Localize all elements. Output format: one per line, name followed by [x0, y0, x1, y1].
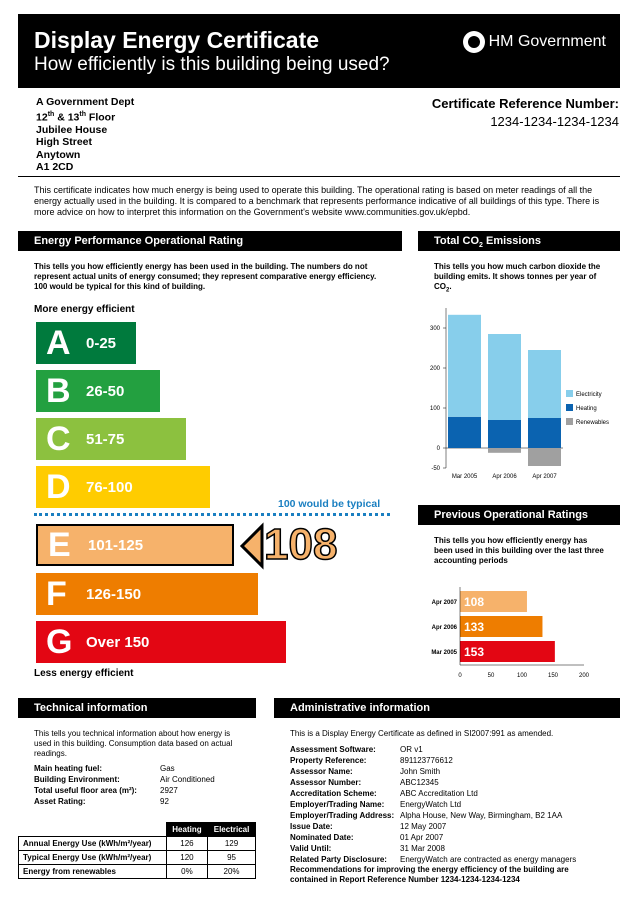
legend-swatch-renewables [566, 418, 573, 425]
band-c [36, 418, 186, 460]
admin-value: EnergyWatch are contracted as energy managers [400, 855, 577, 864]
table-cell: 120 [166, 851, 207, 865]
admin-value: John Smith [400, 767, 441, 776]
band-f [36, 573, 258, 615]
table-cell: 0% [166, 865, 207, 879]
band-letter: C [46, 419, 71, 458]
y-tick-label: Apr 2006 [431, 625, 457, 631]
admin-row [290, 832, 610, 843]
admin-key: Assessor Number: [290, 778, 362, 787]
x-tick-label: Apr 2006 [492, 474, 517, 480]
intro-text: This certificate indicates how much energy is being used to operate this building. The operational rating is based on meter readings of all the energy actually used in the building. It is compared to a benchmark that represents performance indicative of all buildings of this type. There is more advice on how to interpret this information on the Government's website www.communities.gov.uk/epbd. [34, 185, 600, 217]
band-range: 76-100 [86, 478, 133, 496]
bar-electricity [528, 350, 561, 418]
current-rating-arrow [240, 522, 350, 570]
x-tick-label: 0 [458, 673, 462, 679]
table-header: Heating [166, 823, 207, 837]
co2-chart [418, 300, 620, 485]
tech-key: Total useful floor area (m²): [34, 786, 137, 795]
tech-value: Gas [160, 764, 175, 773]
address-line: Anytown [36, 148, 81, 161]
band-letter: F [46, 574, 67, 613]
legend-renewables: Renewables [576, 420, 610, 426]
table-cell: 126 [166, 837, 207, 851]
hm-government-logo [463, 31, 606, 53]
tech-key: Building Environment: [34, 775, 120, 784]
admin-list [290, 744, 610, 865]
tech-value: 92 [160, 797, 169, 806]
previous-section-title: Previous Operational Ratings [418, 505, 620, 525]
band-range: 126-150 [86, 585, 142, 603]
table-row [19, 851, 256, 865]
less-efficient-label: Less energy efficient [34, 668, 134, 679]
admin-value: Alpha House, New Way, Birmingham, B2 1AA [400, 811, 563, 820]
y-tick-label: Apr 2007 [431, 600, 457, 606]
band-range: Over 150 [86, 633, 150, 651]
band-letter: G [46, 622, 73, 661]
typical-line [34, 513, 390, 516]
admin-section-title: Administrative information [274, 698, 620, 718]
admin-key: Accreditation Scheme: [290, 789, 377, 798]
tech-value: 2927 [160, 786, 178, 795]
legend-swatch-electricity [566, 390, 573, 397]
table-cell: Annual Energy Use (kWh/m²/year) [19, 837, 167, 851]
table-cell: 95 [208, 851, 256, 865]
admin-value: ABC12345 [400, 778, 439, 787]
admin-key: Nominated Date: [290, 833, 354, 842]
admin-value: 12 May 2007 [400, 822, 447, 831]
bar-electricity [488, 334, 521, 420]
admin-row [290, 777, 610, 788]
co2-legend [566, 390, 609, 426]
band-range: 101-125 [88, 536, 144, 554]
header-banner [18, 14, 620, 88]
band-g [36, 621, 286, 663]
y-tick-label: 100 [429, 406, 440, 412]
legend-heating: Heating [576, 406, 597, 412]
certificate-ref-label: Certificate Reference Number: [431, 96, 619, 111]
band-range: 0-25 [86, 334, 117, 352]
admin-key: Related Party Disclosure: [290, 855, 387, 864]
admin-row [290, 821, 610, 832]
band-letter: E [48, 525, 71, 564]
address-line: Jubilee House [36, 123, 108, 136]
address-line: High Street [36, 136, 93, 148]
address-line: A Government Dept [36, 96, 135, 108]
admin-key: Employer/Trading Name: [290, 800, 385, 809]
table-cell: 129 [208, 837, 256, 851]
band-letter: A [46, 323, 71, 362]
table-row [19, 865, 256, 879]
band-range: 26-50 [86, 382, 125, 400]
x-tick-label: Mar 2005 [451, 474, 478, 480]
rating-description: This tells you how efficiently energy has been used in the building. The numbers do not represent actual units of energy consumed; they represent comparative energy efficiency. 100 would be typical for this kind of building. [34, 262, 377, 291]
more-efficient-label: More energy efficient [34, 304, 135, 315]
previous-description: This tells you how efficiently energy has been used in this building over the last three accounting periods [434, 536, 604, 565]
page-title: Display Energy Certificate [34, 27, 320, 53]
y-tick-label: 300 [429, 326, 440, 332]
divider [18, 176, 620, 177]
band-e [36, 524, 234, 566]
x-tick-label: 150 [547, 673, 559, 679]
admin-row [290, 843, 610, 854]
admin-value: EnergyWatch Ltd [400, 800, 462, 809]
recommendation-note: Recommendations for improving the energy efficiency of the building are contained in Report Reference Number 1234-1234-1234-1234 [290, 865, 569, 884]
admin-key: Employer/Trading Address: [290, 811, 395, 820]
admin-row [290, 854, 610, 865]
table-header: Electrical [208, 823, 256, 837]
technical-list [34, 763, 254, 807]
bar-value-label: 153 [464, 645, 485, 659]
admin-value: 891123776612 [400, 756, 453, 765]
tech-key: Asset Rating: [34, 797, 86, 806]
admin-row [290, 755, 610, 766]
previous-ratings-chart [418, 585, 620, 685]
band-range: 51-75 [86, 430, 125, 448]
admin-value: 31 Mar 2008 [400, 844, 445, 853]
certificate-ref-value: 1234-1234-1234-1234 [490, 114, 619, 129]
admin-key: Assessor Name: [290, 767, 353, 776]
bar-value-label: 108 [464, 595, 485, 609]
co2-description: This tells you how much carbon dioxide the building emits. It shows tonnes per year of $CO_2$. [434, 262, 601, 294]
bar-renewables [488, 448, 521, 453]
energy-use-table [18, 822, 256, 879]
bar-renewables [528, 448, 561, 466]
band-letter: B [46, 371, 71, 410]
admin-row [290, 788, 610, 799]
legend-electricity: Electricity [576, 392, 602, 398]
tech-key: Main heating fuel: [34, 764, 102, 773]
technical-section-title: Technical information [18, 698, 256, 718]
admin-row [290, 810, 610, 821]
typical-label: 100 would be typical [278, 498, 381, 510]
admin-value: 01 Apr 2007 [400, 833, 444, 842]
bar-heating [488, 420, 521, 448]
bar-electricity [448, 315, 481, 417]
tech-value: Air Conditioned [160, 775, 215, 784]
bar-heating [528, 418, 561, 448]
admin-key: Valid Until: [290, 844, 332, 853]
admin-row [290, 744, 610, 755]
address-line: A1 2CD [36, 161, 74, 173]
admin-row [290, 799, 610, 810]
current-rating-value: 108 [264, 520, 338, 569]
building-address [36, 96, 134, 174]
table-header [19, 823, 167, 837]
table-cell: Typical Energy Use (kWh/m²/year) [19, 851, 167, 865]
rating-section-title: Energy Performance Operational Rating [18, 231, 402, 251]
table-row [19, 837, 256, 851]
x-tick-label: Apr 2007 [532, 474, 557, 480]
co2-section-title: Total $CO_2$ Emissions [418, 231, 620, 251]
y-tick-label: -50 [431, 466, 440, 472]
y-tick-label: 0 [436, 446, 440, 452]
crest-icon [463, 31, 485, 53]
admin-value: OR v1 [400, 745, 423, 754]
table-cell: Energy from renewables [19, 865, 167, 879]
page-subtitle: How efficiently is this building being used? [34, 54, 390, 75]
y-tick-label: Mar 2005 [431, 650, 457, 656]
bar-heating [448, 417, 481, 448]
gov-logo-text: HM Government [488, 33, 606, 50]
band-letter: D [46, 467, 71, 506]
x-tick-label: 100 [516, 673, 528, 679]
x-tick-label: 50 [487, 673, 495, 679]
admin-key: Issue Date: [290, 822, 333, 831]
admin-key: Assessment Software: [290, 745, 376, 754]
technical-description: This tells you technical information about how energy is used in this building. Consumption data based on actual readings. [34, 729, 233, 758]
x-tick-label: 200 [578, 673, 590, 679]
admin-key: Property Reference: [290, 756, 367, 765]
band-b [36, 370, 160, 412]
address-line: 12th & 13th Floor [36, 110, 116, 123]
admin-row [290, 766, 610, 777]
legend-swatch-heating [566, 404, 573, 411]
admin-value: ABC Accreditation Ltd [400, 789, 478, 798]
bar-value-label: 133 [464, 620, 485, 634]
band-a [36, 322, 136, 364]
band-d [36, 466, 210, 508]
table-cell: 20% [208, 865, 256, 879]
admin-description: This is a Display Energy Certificate as defined in SI2007:991 as amended. [290, 729, 554, 738]
y-tick-label: 200 [429, 366, 440, 372]
